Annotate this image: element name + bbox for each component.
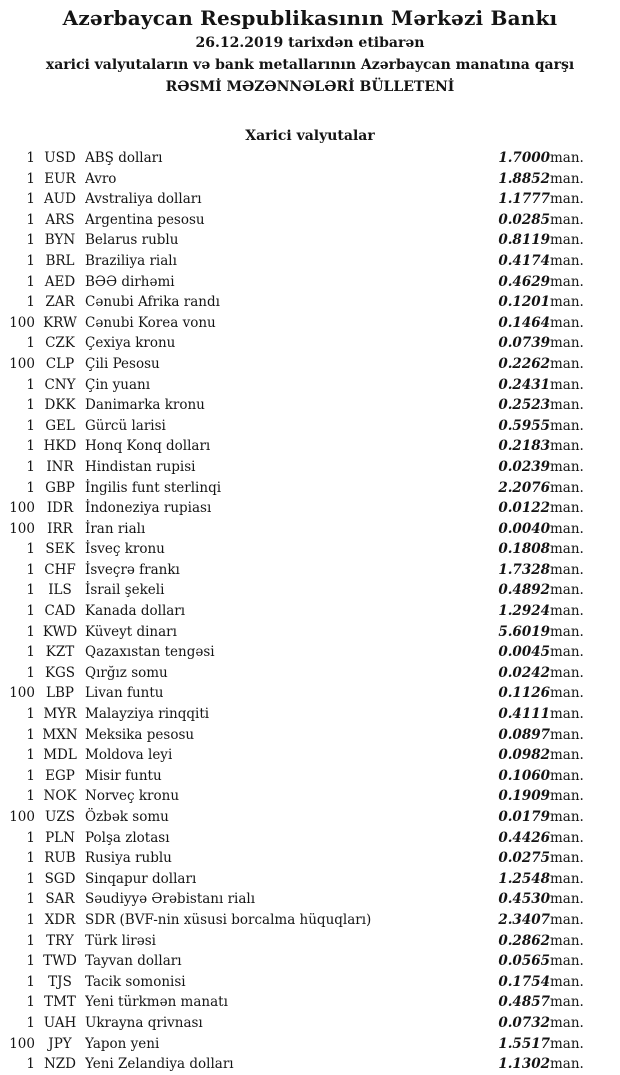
row-currency-name: BƏƏ dirhəmi xyxy=(85,273,175,290)
row-exchange-rate: 0.8119 xyxy=(498,232,550,249)
section-title-foreign-currencies: Xarici valyutalar xyxy=(245,128,375,144)
row-unit-label: man. xyxy=(550,788,584,805)
row-exchange-rate: 0.1754 xyxy=(498,973,550,990)
row-unit-label: man. xyxy=(550,664,584,681)
row-currency-code: CNY xyxy=(44,376,76,393)
row-unit-label: man. xyxy=(550,314,584,331)
row-unit-label: man. xyxy=(550,623,584,640)
row-currency-code: RUB xyxy=(44,850,76,867)
table-row xyxy=(0,642,620,663)
row-quantity: 1 xyxy=(26,1056,35,1073)
table-row xyxy=(0,786,620,807)
row-currency-name: Tayvan dolları xyxy=(85,953,182,970)
row-unit-label: man. xyxy=(550,150,584,166)
table-row xyxy=(0,560,620,581)
row-currency-name: Braziliya rialı xyxy=(85,252,177,269)
row-unit-label: man. xyxy=(550,252,584,269)
row-currency-code: SGD xyxy=(44,870,76,887)
row-currency-code: TWD xyxy=(43,953,77,970)
row-unit-label: man. xyxy=(550,561,584,578)
row-currency-code: ZAR xyxy=(45,294,75,311)
row-currency-code: KZT xyxy=(45,644,75,661)
bank-name-title: Azərbaycan Respublikasının Mərkəzi Bankı xyxy=(62,6,558,30)
row-unit-label: man. xyxy=(550,170,584,187)
row-unit-label: man. xyxy=(550,829,584,846)
row-quantity: 1 xyxy=(26,911,35,928)
row-unit-label: man. xyxy=(550,232,584,249)
row-exchange-rate: 2.2076 xyxy=(498,479,550,496)
table-row xyxy=(0,910,620,931)
row-currency-code: EUR xyxy=(44,170,76,187)
row-currency-name: Çexiya kronu xyxy=(85,335,176,352)
row-exchange-rate: 0.5955 xyxy=(498,417,550,434)
row-exchange-rate: 0.4174 xyxy=(498,252,550,269)
row-exchange-rate: 0.0179 xyxy=(498,809,550,825)
row-quantity: 1 xyxy=(26,397,35,414)
subtitle-line: xarici valyutaların və bank metallarının Azərbaycan manatına qarşı xyxy=(45,57,575,73)
row-exchange-rate: 1.7000 xyxy=(498,150,550,166)
row-exchange-rate: 0.0285 xyxy=(498,211,550,228)
row-quantity: 100 xyxy=(9,809,35,825)
table-row xyxy=(0,663,620,684)
row-exchange-rate: 0.1909 xyxy=(498,788,550,805)
row-unit-label: man. xyxy=(550,685,584,702)
table-row xyxy=(0,333,620,354)
row-currency-code: CHF xyxy=(44,561,76,578)
row-exchange-rate: 1.2924 xyxy=(498,603,550,620)
row-currency-code: KGS xyxy=(44,664,76,681)
row-currency-code: TMT xyxy=(44,994,76,1011)
row-currency-name: Çili Pesosu xyxy=(85,355,160,372)
row-quantity: 100 xyxy=(9,1035,35,1052)
row-unit-label: man. xyxy=(550,273,584,290)
row-exchange-rate: 0.4629 xyxy=(498,273,550,290)
row-exchange-rate: 1.1777 xyxy=(498,191,550,208)
row-unit-label: man. xyxy=(550,932,584,949)
row-currency-name: Qırğız somu xyxy=(85,664,168,681)
row-currency-code: XDR xyxy=(44,911,76,928)
row-quantity: 1 xyxy=(26,479,35,496)
row-quantity: 100 xyxy=(9,355,35,372)
row-exchange-rate: 0.2262 xyxy=(498,355,550,372)
row-currency-code: INR xyxy=(46,458,74,475)
row-quantity: 1 xyxy=(26,438,35,455)
row-currency-code: TRY xyxy=(46,932,74,949)
row-unit-label: man. xyxy=(550,870,584,887)
row-exchange-rate: 0.1464 xyxy=(498,314,550,331)
row-unit-label: man. xyxy=(550,520,584,537)
row-quantity: 1 xyxy=(26,747,35,764)
row-quantity: 1 xyxy=(26,623,35,640)
table-row xyxy=(0,354,620,375)
table-row xyxy=(0,992,620,1013)
row-unit-label: man. xyxy=(550,376,584,393)
row-currency-code: AUD xyxy=(44,191,76,208)
row-unit-label: man. xyxy=(550,479,584,496)
row-currency-name: Gürcü larisi xyxy=(85,417,166,434)
row-exchange-rate: 1.5517 xyxy=(498,1035,550,1052)
row-exchange-rate: 0.0732 xyxy=(498,1014,550,1031)
row-exchange-rate: 1.7328 xyxy=(498,561,550,578)
row-currency-code: NOK xyxy=(43,788,77,805)
row-quantity: 1 xyxy=(26,644,35,661)
row-exchange-rate: 0.0739 xyxy=(498,335,550,352)
table-row xyxy=(0,395,620,416)
table-row xyxy=(0,848,620,869)
table-row xyxy=(0,828,620,849)
row-exchange-rate: 0.0897 xyxy=(498,726,550,743)
row-currency-code: IDR xyxy=(46,500,74,517)
row-quantity: 1 xyxy=(26,891,35,908)
row-unit-label: man. xyxy=(550,211,584,228)
row-unit-label: man. xyxy=(550,1056,584,1073)
row-quantity: 1 xyxy=(26,829,35,846)
row-quantity: 1 xyxy=(26,932,35,949)
row-exchange-rate: 1.8852 xyxy=(498,170,550,187)
bulletin-title: RƏSMİ MƏZƏNNƏLƏRİ BÜLLETENİ xyxy=(165,79,455,95)
row-currency-code: JPY xyxy=(48,1035,72,1052)
table-row xyxy=(0,1034,620,1055)
row-currency-code: EGP xyxy=(45,767,75,784)
row-exchange-rate: 0.0122 xyxy=(498,500,550,517)
row-currency-code: SEK xyxy=(45,541,75,558)
row-unit-label: man. xyxy=(550,644,584,661)
row-exchange-rate: 0.1126 xyxy=(498,685,550,702)
row-currency-name: Norveç kronu xyxy=(85,788,180,805)
row-currency-name: Meksika pesosu xyxy=(85,726,195,743)
row-quantity: 1 xyxy=(26,603,35,620)
row-currency-code: MXN xyxy=(42,726,78,743)
row-exchange-rate: 0.4857 xyxy=(498,994,550,1011)
row-currency-code: KRW xyxy=(43,314,77,331)
row-quantity: 1 xyxy=(26,850,35,867)
row-currency-name: Moldova leyi xyxy=(85,747,173,764)
table-row xyxy=(0,683,620,704)
row-unit-label: man. xyxy=(550,335,584,352)
document-header xyxy=(0,0,620,98)
row-currency-code: NZD xyxy=(43,1056,77,1073)
table-row xyxy=(0,210,620,231)
table-row xyxy=(0,1013,620,1034)
row-unit-label: man. xyxy=(550,1014,584,1031)
row-currency-name: Səudiyyə Ərəbistanı rialı xyxy=(85,891,256,908)
row-currency-code: TJS xyxy=(48,973,72,990)
row-quantity: 1 xyxy=(26,376,35,393)
row-unit-label: man. xyxy=(550,500,584,517)
row-currency-name: Türk lirəsi xyxy=(85,932,156,949)
table-row xyxy=(0,498,620,519)
row-quantity: 1 xyxy=(26,788,35,805)
table-row xyxy=(0,148,620,169)
row-currency-name: Yeni türkmən manatı xyxy=(85,994,228,1011)
row-currency-name: Cənubi Afrika randı xyxy=(85,294,220,311)
row-currency-code: BYN xyxy=(44,232,76,249)
row-currency-name: Cənubi Korea vonu xyxy=(85,314,216,331)
table-row xyxy=(0,869,620,890)
row-unit-label: man. xyxy=(550,191,584,208)
row-currency-code: MYR xyxy=(43,706,77,723)
row-currency-code: GBP xyxy=(45,479,75,496)
effective-date-line: 26.12.2019 tarixdən etibarən xyxy=(195,35,425,51)
row-unit-label: man. xyxy=(550,294,584,311)
row-currency-name: Danimarka kronu xyxy=(85,397,205,414)
row-currency-code: PLN xyxy=(45,829,75,846)
row-quantity: 1 xyxy=(26,561,35,578)
row-exchange-rate: 0.0040 xyxy=(498,520,550,537)
row-quantity: 1 xyxy=(26,458,35,475)
row-currency-name: Yeni Zelandiya dolları xyxy=(85,1056,234,1073)
row-exchange-rate: 0.2523 xyxy=(498,397,550,414)
row-exchange-rate: 5.6019 xyxy=(498,623,550,640)
row-currency-code: MDL xyxy=(43,747,77,764)
row-exchange-rate: 0.0565 xyxy=(498,953,550,970)
table-row xyxy=(0,272,620,293)
table-row xyxy=(0,580,620,601)
row-exchange-rate: 0.1808 xyxy=(498,541,550,558)
row-exchange-rate: 0.4530 xyxy=(498,891,550,908)
row-exchange-rate: 1.1302 xyxy=(498,1056,550,1073)
row-quantity: 1 xyxy=(26,767,35,784)
row-currency-name: Qazaxıstan tengəsi xyxy=(85,644,215,661)
table-row xyxy=(0,189,620,210)
row-exchange-rate: 2.3407 xyxy=(498,911,550,928)
row-quantity: 1 xyxy=(26,417,35,434)
row-currency-name: Avstraliya dolları xyxy=(85,191,202,208)
row-unit-label: man. xyxy=(550,891,584,908)
table-row xyxy=(0,436,620,457)
row-exchange-rate: 0.2862 xyxy=(498,932,550,949)
row-quantity: 1 xyxy=(26,973,35,990)
row-quantity: 1 xyxy=(26,294,35,311)
row-currency-code: ARS xyxy=(45,211,75,228)
row-exchange-rate: 0.4426 xyxy=(498,829,550,846)
row-exchange-rate: 0.0239 xyxy=(498,458,550,475)
table-row xyxy=(0,375,620,396)
row-currency-code: LBP xyxy=(46,685,74,702)
row-quantity: 1 xyxy=(26,273,35,290)
row-quantity: 1 xyxy=(26,335,35,352)
table-row xyxy=(0,478,620,499)
row-unit-label: man. xyxy=(550,603,584,620)
row-unit-label: man. xyxy=(550,809,584,825)
table-row xyxy=(0,807,620,828)
row-unit-label: man. xyxy=(550,953,584,970)
row-currency-name: Özbək somu xyxy=(85,809,169,825)
table-row xyxy=(0,457,620,478)
table-row xyxy=(0,972,620,993)
table-row xyxy=(0,313,620,334)
row-unit-label: man. xyxy=(550,355,584,372)
row-quantity: 1 xyxy=(26,232,35,249)
row-quantity: 1 xyxy=(26,706,35,723)
row-quantity: 1 xyxy=(26,252,35,269)
row-currency-name: Yapon yeni xyxy=(85,1035,160,1052)
row-exchange-rate: 0.4111 xyxy=(498,706,550,723)
row-currency-code: AED xyxy=(44,273,76,290)
row-quantity: 1 xyxy=(26,150,35,166)
row-exchange-rate: 0.0982 xyxy=(498,747,550,764)
row-currency-name: Rusiya rublu xyxy=(85,850,172,867)
row-currency-name: Misir funtu xyxy=(85,767,162,784)
row-quantity: 1 xyxy=(26,170,35,187)
row-quantity: 1 xyxy=(26,541,35,558)
table-row xyxy=(0,745,620,766)
row-currency-name: İsveçrə frankı xyxy=(85,561,180,578)
row-currency-name: İngilis funt sterlinqi xyxy=(85,479,222,496)
row-unit-label: man. xyxy=(550,458,584,475)
exchange-rates-table xyxy=(0,148,620,1075)
row-currency-name: Avro xyxy=(85,170,117,187)
table-row xyxy=(0,519,620,540)
row-currency-name: İran rialı xyxy=(85,520,146,537)
table-row xyxy=(0,169,620,190)
row-quantity: 1 xyxy=(26,994,35,1011)
row-currency-code: UZS xyxy=(44,809,75,825)
row-quantity: 1 xyxy=(26,191,35,208)
row-currency-name: Argentina pesosu xyxy=(85,211,205,228)
row-currency-name: Livan funtu xyxy=(85,685,164,702)
row-currency-code: GEL xyxy=(45,417,75,434)
row-exchange-rate: 0.0045 xyxy=(498,644,550,661)
row-unit-label: man. xyxy=(550,994,584,1011)
row-currency-code: KWD xyxy=(42,623,78,640)
table-row xyxy=(0,951,620,972)
row-unit-label: man. xyxy=(550,767,584,784)
row-unit-label: man. xyxy=(550,582,584,599)
row-currency-name: Honq Konq dolları xyxy=(85,438,211,455)
row-quantity: 1 xyxy=(26,1014,35,1031)
row-currency-code: IRR xyxy=(47,520,73,537)
row-exchange-rate: 0.1201 xyxy=(498,294,550,311)
row-currency-name: ABŞ dolları xyxy=(85,150,163,166)
row-exchange-rate: 1.2548 xyxy=(498,870,550,887)
row-exchange-rate: 0.0275 xyxy=(498,850,550,867)
row-unit-label: man. xyxy=(550,747,584,764)
table-row xyxy=(0,622,620,643)
row-unit-label: man. xyxy=(550,850,584,867)
row-currency-name: İsrail şekeli xyxy=(85,582,165,599)
row-currency-code: CZK xyxy=(45,335,75,352)
row-currency-name: Kanada dolları xyxy=(85,603,186,620)
row-currency-name: Malayziya rinqqiti xyxy=(85,706,210,723)
row-currency-name: İsveç kronu xyxy=(85,541,165,558)
row-currency-code: USD xyxy=(44,150,76,166)
row-currency-name: İndoneziya rupiası xyxy=(85,500,212,517)
row-currency-code: DKK xyxy=(44,397,76,414)
row-quantity: 1 xyxy=(26,664,35,681)
row-currency-code: CLP xyxy=(45,355,75,372)
row-currency-name: Çin yuanı xyxy=(85,376,151,393)
table-row xyxy=(0,251,620,272)
table-row xyxy=(0,539,620,560)
row-currency-name: Sinqapur dolları xyxy=(85,870,197,887)
table-row xyxy=(0,230,620,251)
table-row xyxy=(0,1054,620,1075)
row-exchange-rate: 0.2431 xyxy=(498,376,550,393)
row-unit-label: man. xyxy=(550,973,584,990)
row-exchange-rate: 0.4892 xyxy=(498,582,550,599)
row-currency-code: ILS xyxy=(48,582,72,599)
table-row xyxy=(0,416,620,437)
row-quantity: 1 xyxy=(26,211,35,228)
table-row xyxy=(0,601,620,622)
row-currency-name: Tacik somonisi xyxy=(85,973,186,990)
row-quantity: 1 xyxy=(26,582,35,599)
row-currency-code: UAH xyxy=(43,1014,77,1031)
row-currency-code: CAD xyxy=(44,603,76,620)
table-row xyxy=(0,725,620,746)
row-quantity: 100 xyxy=(9,314,35,331)
row-exchange-rate: 0.0242 xyxy=(498,664,550,681)
row-unit-label: man. xyxy=(550,726,584,743)
row-unit-label: man. xyxy=(550,911,584,928)
row-currency-name: SDR (BVF-nin xüsusi borcalma hüquqları) xyxy=(85,911,372,928)
row-quantity: 1 xyxy=(26,870,35,887)
row-exchange-rate: 0.1060 xyxy=(498,767,550,784)
row-unit-label: man. xyxy=(550,541,584,558)
table-row xyxy=(0,931,620,952)
row-quantity: 100 xyxy=(9,500,35,517)
row-unit-label: man. xyxy=(550,417,584,434)
row-currency-name: Ukrayna qrivnası xyxy=(85,1014,203,1031)
row-currency-code: SAR xyxy=(45,891,75,908)
row-unit-label: man. xyxy=(550,397,584,414)
row-unit-label: man. xyxy=(550,1035,584,1052)
row-unit-label: man. xyxy=(550,706,584,723)
row-currency-name: Küveyt dinarı xyxy=(85,623,177,640)
table-row xyxy=(0,704,620,725)
table-row xyxy=(0,292,620,313)
row-quantity: 100 xyxy=(9,685,35,702)
row-quantity: 100 xyxy=(9,520,35,537)
table-row xyxy=(0,766,620,787)
row-quantity: 1 xyxy=(26,726,35,743)
row-quantity: 1 xyxy=(26,953,35,970)
row-currency-code: BRL xyxy=(45,252,75,269)
row-currency-name: Polşa zlotası xyxy=(85,829,170,846)
row-unit-label: man. xyxy=(550,438,584,455)
table-row xyxy=(0,889,620,910)
row-currency-name: Belarus rublu xyxy=(85,232,179,249)
row-exchange-rate: 0.2183 xyxy=(498,438,550,455)
row-currency-code: HKD xyxy=(43,438,77,455)
row-currency-name: Hindistan rupisi xyxy=(85,458,196,475)
